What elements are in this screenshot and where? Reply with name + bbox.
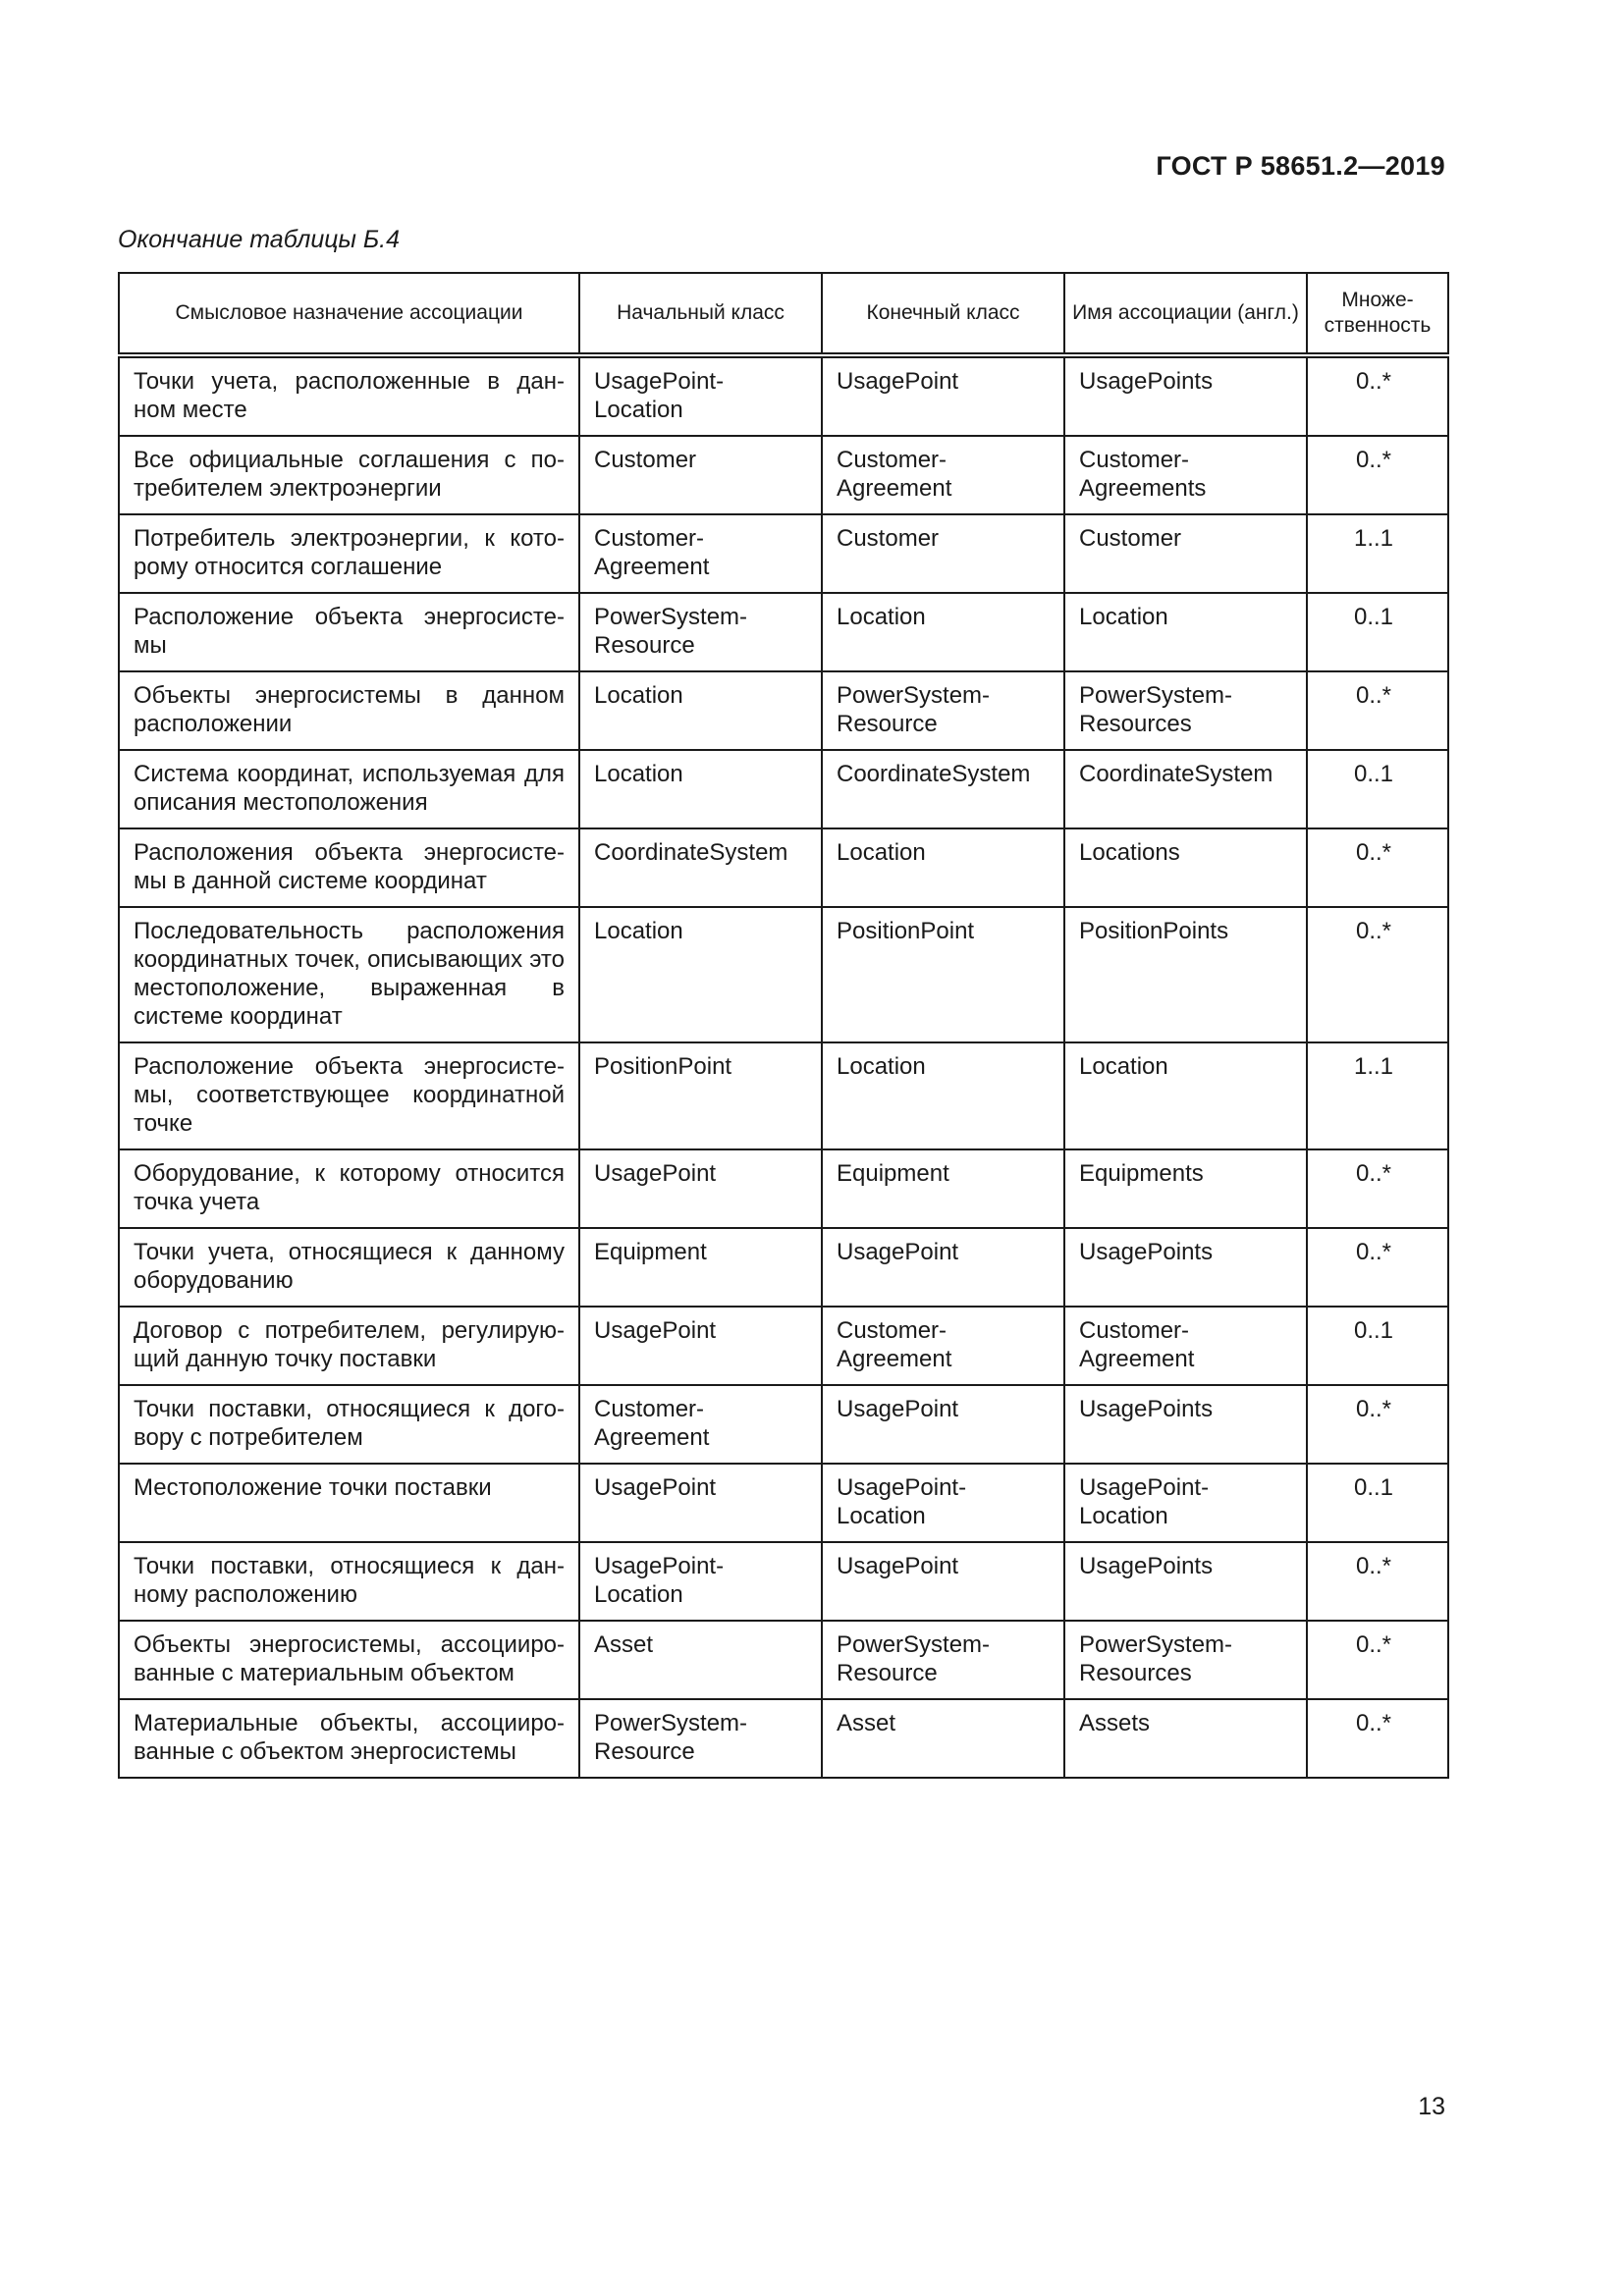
cell-association-name: UsagePoints (1064, 1542, 1307, 1621)
cell-end-class: Location (822, 593, 1064, 671)
cell-multiplicity: 0..* (1307, 1385, 1448, 1464)
cell-multiplicity: 0..* (1307, 1621, 1448, 1699)
cell-association-name: Customer-Agreement (1064, 1307, 1307, 1385)
cell-multiplicity: 0..* (1307, 907, 1448, 1042)
cell-multiplicity: 0..* (1307, 671, 1448, 750)
cell-purpose: Точки учета, относящиеся к данному оборудованию (119, 1228, 579, 1307)
cell-start-class: Customer (579, 436, 822, 514)
cell-multiplicity: 0..1 (1307, 1307, 1448, 1385)
cell-purpose: Расположения объекта энергосисте-мы в данной системе координат (119, 828, 579, 907)
cell-association-name: PositionPoints (1064, 907, 1307, 1042)
cell-end-class: Customer-Agreement (822, 436, 1064, 514)
table-row (119, 1307, 1448, 1385)
cell-purpose: Объекты энергосистемы в данном расположении (119, 671, 579, 750)
cell-start-class: UsagePoint (579, 1307, 822, 1385)
cell-association-name: Equipments (1064, 1149, 1307, 1228)
cell-start-class: PowerSystem-Resource (579, 1699, 822, 1778)
page-number: 13 (1418, 2093, 1445, 2120)
cell-purpose: Система координат, используемая для описания местоположения (119, 750, 579, 828)
table-row (119, 1542, 1448, 1621)
cell-multiplicity: 1..1 (1307, 1042, 1448, 1149)
cell-purpose: Последовательность расположения координатных точек, описывающих это местоположение, выраженная в системе координат (119, 907, 579, 1042)
cell-start-class: PowerSystem-Resource (579, 593, 822, 671)
cell-multiplicity: 0..* (1307, 1149, 1448, 1228)
column-header-association-name: Имя ассоциации (англ.) (1064, 273, 1307, 355)
document-code: ГОСТ Р 58651.2—2019 (1156, 151, 1445, 181)
table-row (119, 355, 1448, 436)
cell-end-class: Customer-Agreement (822, 1307, 1064, 1385)
cell-association-name: UsagePoints (1064, 1228, 1307, 1307)
cell-purpose: Расположение объекта энергосисте-мы, соответствующее координатной точке (119, 1042, 579, 1149)
cell-start-class: Location (579, 907, 822, 1042)
cell-end-class: UsagePoint (822, 1228, 1064, 1307)
column-header-end-class: Конечный класс (822, 273, 1064, 355)
cell-purpose: Объекты энергосистемы, ассоцииро-ванные с материальным объектом (119, 1621, 579, 1699)
column-header-multiplicity: Множе-ственность (1307, 273, 1448, 355)
table-row (119, 671, 1448, 750)
cell-multiplicity: 0..1 (1307, 1464, 1448, 1542)
table-row (119, 1385, 1448, 1464)
cell-purpose: Потребитель электроэнергии, к кото-рому относится соглашение (119, 514, 579, 593)
table-row (119, 1699, 1448, 1778)
cell-end-class: Customer (822, 514, 1064, 593)
cell-end-class: PowerSystem-Resource (822, 671, 1064, 750)
cell-association-name: CoordinateSystem (1064, 750, 1307, 828)
cell-purpose: Материальные объекты, ассоцииро-ванные с объектом энергосистемы (119, 1699, 579, 1778)
cell-start-class: Equipment (579, 1228, 822, 1307)
cell-multiplicity: 1..1 (1307, 514, 1448, 593)
cell-end-class: UsagePoint (822, 1542, 1064, 1621)
cell-end-class: CoordinateSystem (822, 750, 1064, 828)
cell-end-class: PositionPoint (822, 907, 1064, 1042)
cell-end-class: Location (822, 828, 1064, 907)
cell-association-name: UsagePoints (1064, 1385, 1307, 1464)
table-row (119, 907, 1448, 1042)
table-row (119, 1042, 1448, 1149)
cell-end-class: UsagePoint-Location (822, 1464, 1064, 1542)
cell-purpose: Расположение объекта энергосисте-мы (119, 593, 579, 671)
cell-association-name: Assets (1064, 1699, 1307, 1778)
column-header-start-class: Начальный класс (579, 273, 822, 355)
cell-purpose: Оборудование, к которому относится точка учета (119, 1149, 579, 1228)
cell-multiplicity: 0..* (1307, 1542, 1448, 1621)
cell-end-class: Asset (822, 1699, 1064, 1778)
association-table (118, 272, 1449, 1779)
cell-multiplicity: 0..1 (1307, 593, 1448, 671)
cell-purpose: Точки учета, расположенные в дан-ном месте (119, 355, 579, 436)
table-caption: Окончание таблицы Б.4 (118, 226, 400, 253)
table-row (119, 750, 1448, 828)
table-row (119, 514, 1448, 593)
cell-association-name: Customer-Agreements (1064, 436, 1307, 514)
cell-association-name: Customer (1064, 514, 1307, 593)
cell-start-class: UsagePoint-Location (579, 355, 822, 436)
cell-association-name: UsagePoints (1064, 355, 1307, 436)
cell-end-class: UsagePoint (822, 355, 1064, 436)
cell-start-class: UsagePoint (579, 1149, 822, 1228)
cell-multiplicity: 0..* (1307, 828, 1448, 907)
cell-association-name: UsagePoint-Location (1064, 1464, 1307, 1542)
cell-end-class: PowerSystem-Resource (822, 1621, 1064, 1699)
cell-multiplicity: 0..* (1307, 436, 1448, 514)
table-row (119, 1464, 1448, 1542)
cell-association-name: Locations (1064, 828, 1307, 907)
cell-association-name: Location (1064, 1042, 1307, 1149)
cell-start-class: Asset (579, 1621, 822, 1699)
table-row (119, 828, 1448, 907)
cell-start-class: UsagePoint (579, 1464, 822, 1542)
cell-multiplicity: 0..* (1307, 1699, 1448, 1778)
cell-purpose: Все официальные соглашения с по-требителем электроэнергии (119, 436, 579, 514)
table-row (119, 1228, 1448, 1307)
cell-purpose: Точки поставки, относящиеся к дого-вору с потребителем (119, 1385, 579, 1464)
cell-start-class: UsagePoint-Location (579, 1542, 822, 1621)
cell-start-class: Customer-Agreement (579, 514, 822, 593)
cell-multiplicity: 0..* (1307, 355, 1448, 436)
table-row (119, 593, 1448, 671)
cell-purpose: Местоположение точки поставки (119, 1464, 579, 1542)
table-header-row (119, 273, 1448, 355)
cell-end-class: Equipment (822, 1149, 1064, 1228)
cell-start-class: Customer-Agreement (579, 1385, 822, 1464)
cell-start-class: PositionPoint (579, 1042, 822, 1149)
cell-end-class: UsagePoint (822, 1385, 1064, 1464)
cell-purpose: Договор с потребителем, регулирую-щий данную точку поставки (119, 1307, 579, 1385)
cell-association-name: PowerSystem-Resources (1064, 671, 1307, 750)
cell-association-name: PowerSystem-Resources (1064, 1621, 1307, 1699)
column-header-purpose: Смысловое назначение ассоциации (119, 273, 579, 355)
table-body (119, 355, 1448, 1778)
table-row (119, 1149, 1448, 1228)
cell-end-class: Location (822, 1042, 1064, 1149)
table-row (119, 436, 1448, 514)
cell-multiplicity: 0..1 (1307, 750, 1448, 828)
cell-start-class: CoordinateSystem (579, 828, 822, 907)
cell-start-class: Location (579, 671, 822, 750)
cell-multiplicity: 0..* (1307, 1228, 1448, 1307)
cell-purpose: Точки поставки, относящиеся к дан-ному расположению (119, 1542, 579, 1621)
table-row (119, 1621, 1448, 1699)
cell-association-name: Location (1064, 593, 1307, 671)
cell-start-class: Location (579, 750, 822, 828)
